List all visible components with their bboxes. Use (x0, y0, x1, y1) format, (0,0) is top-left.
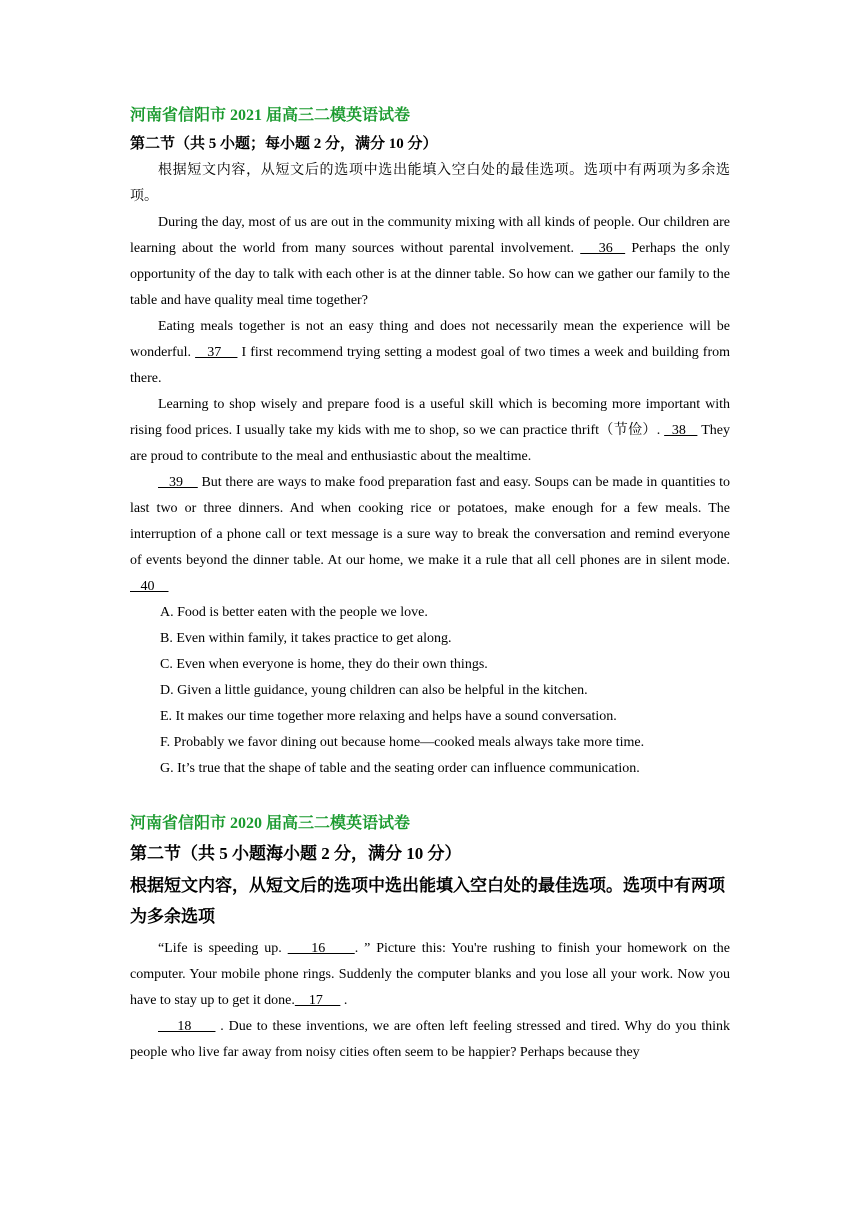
section-1-subtitle: 第二节（共 5 小题；每小题 2 分，满分 10 分） (130, 136, 438, 152)
text: . Due to these inventions, we are often left feeling stressed and tired. Why do you think people who live far away from noisy cities often seem to be happier? Perhaps because they (130, 1019, 731, 1060)
blank-36: 36 (580, 241, 626, 256)
text: During the day, most of us are out in the community mixing with all kinds of people. Our children are learning about the world from many sources without parental involvement. (130, 215, 730, 256)
blank-18: 18 (158, 1019, 216, 1034)
blank-17: 17 (294, 993, 341, 1008)
section-1-title: 河南省信阳市 2021 届高三二模英语试卷 (130, 107, 411, 124)
blank-39: 39 (158, 475, 198, 490)
section-2-title: 河南省信阳市 2020 届高三二模英语试卷 (130, 815, 411, 832)
blank-38: 38 (664, 423, 698, 438)
section-spacer (130, 782, 730, 812)
section-2-paragraph-1 (130, 936, 730, 1014)
section-1-paragraph-1 (130, 210, 730, 314)
text: . (340, 993, 348, 1008)
option-d: D. Given a little guidance, young children can also be helpful in the kitchen. (160, 683, 588, 698)
option-e: E. It makes our time together more relaxing and helps have a sound conversation. (160, 709, 617, 724)
text: Learning to shop wisely and prepare food is a useful skill which is becoming more important with rising food prices. I usually take my kids with me to shop, so we can practice thrift（节俭）. (130, 397, 730, 438)
section-2-paragraph-2 (130, 1014, 730, 1066)
text: “Life is speeding up. (158, 941, 288, 956)
section-1-paragraph-2 (130, 314, 730, 392)
text: I first recommend trying setting a modest goal of two times a week and building from there. (130, 345, 730, 386)
option-g: G. It’s true that the shape of table and the seating order can influence communication. (160, 761, 640, 776)
section-2-instruction: 根据短文内容，从短文后的选项中选出能填入空白处的最佳选项。选项中有两项为多余选项 (130, 876, 725, 926)
option-a: A. Food is better eaten with the people we love. (160, 605, 428, 620)
option-c: C. Even when everyone is home, they do their own things. (160, 657, 488, 672)
option-b: B. Even within family, it takes practice to get along. (160, 631, 452, 646)
section-2-subtitle: 第二节（共 5 小题海小题 2 分，满分 10 分） (130, 844, 462, 863)
section-1-paragraph-4 (130, 470, 730, 600)
blank-40: 40 (130, 579, 169, 594)
text: Eating meals together is not an easy thing and does not necessarily mean the experience will be wonderful. (130, 319, 730, 360)
blank-16: 16 (287, 941, 355, 956)
blank-37: 37 (195, 345, 238, 360)
text: Perhaps the only opportunity of the day to talk with each other is at the dinner table. So how can we gather our family to the table and have quality meal time together? (130, 241, 731, 308)
options-list (130, 600, 730, 782)
section-1-paragraph-3 (130, 392, 730, 470)
document-content (130, 104, 730, 1066)
text: But there are ways to make food preparation fast and easy. Soups can be made in quantities to last two or three dinners. And when cooking rice or potatoes, make enough for a few meals. The interruption of a phone call or text message is a sure way to break the conversation and remind everyone of events beyond the dinner table. At our home, we make it a rule that all cell phones are in silent mode. (130, 475, 730, 568)
section-1-instruction: 根据短文内容，从短文后的选项中选出能填入空白处的最佳选项。选项中有两项为多余选项。 (130, 163, 730, 204)
option-f: F. Probably we favor dining out because home—cooked meals always take more time. (160, 735, 645, 750)
text: . ” Picture this: You're rushing to finish your homework on the computer. Your mobile phone rings. Suddenly the computer blanks and you lose all your work. Now you have to stay up to get it done. (130, 941, 731, 1008)
text: They are proud to contribute to the meal and enthusiastic about the mealtime. (130, 423, 731, 464)
